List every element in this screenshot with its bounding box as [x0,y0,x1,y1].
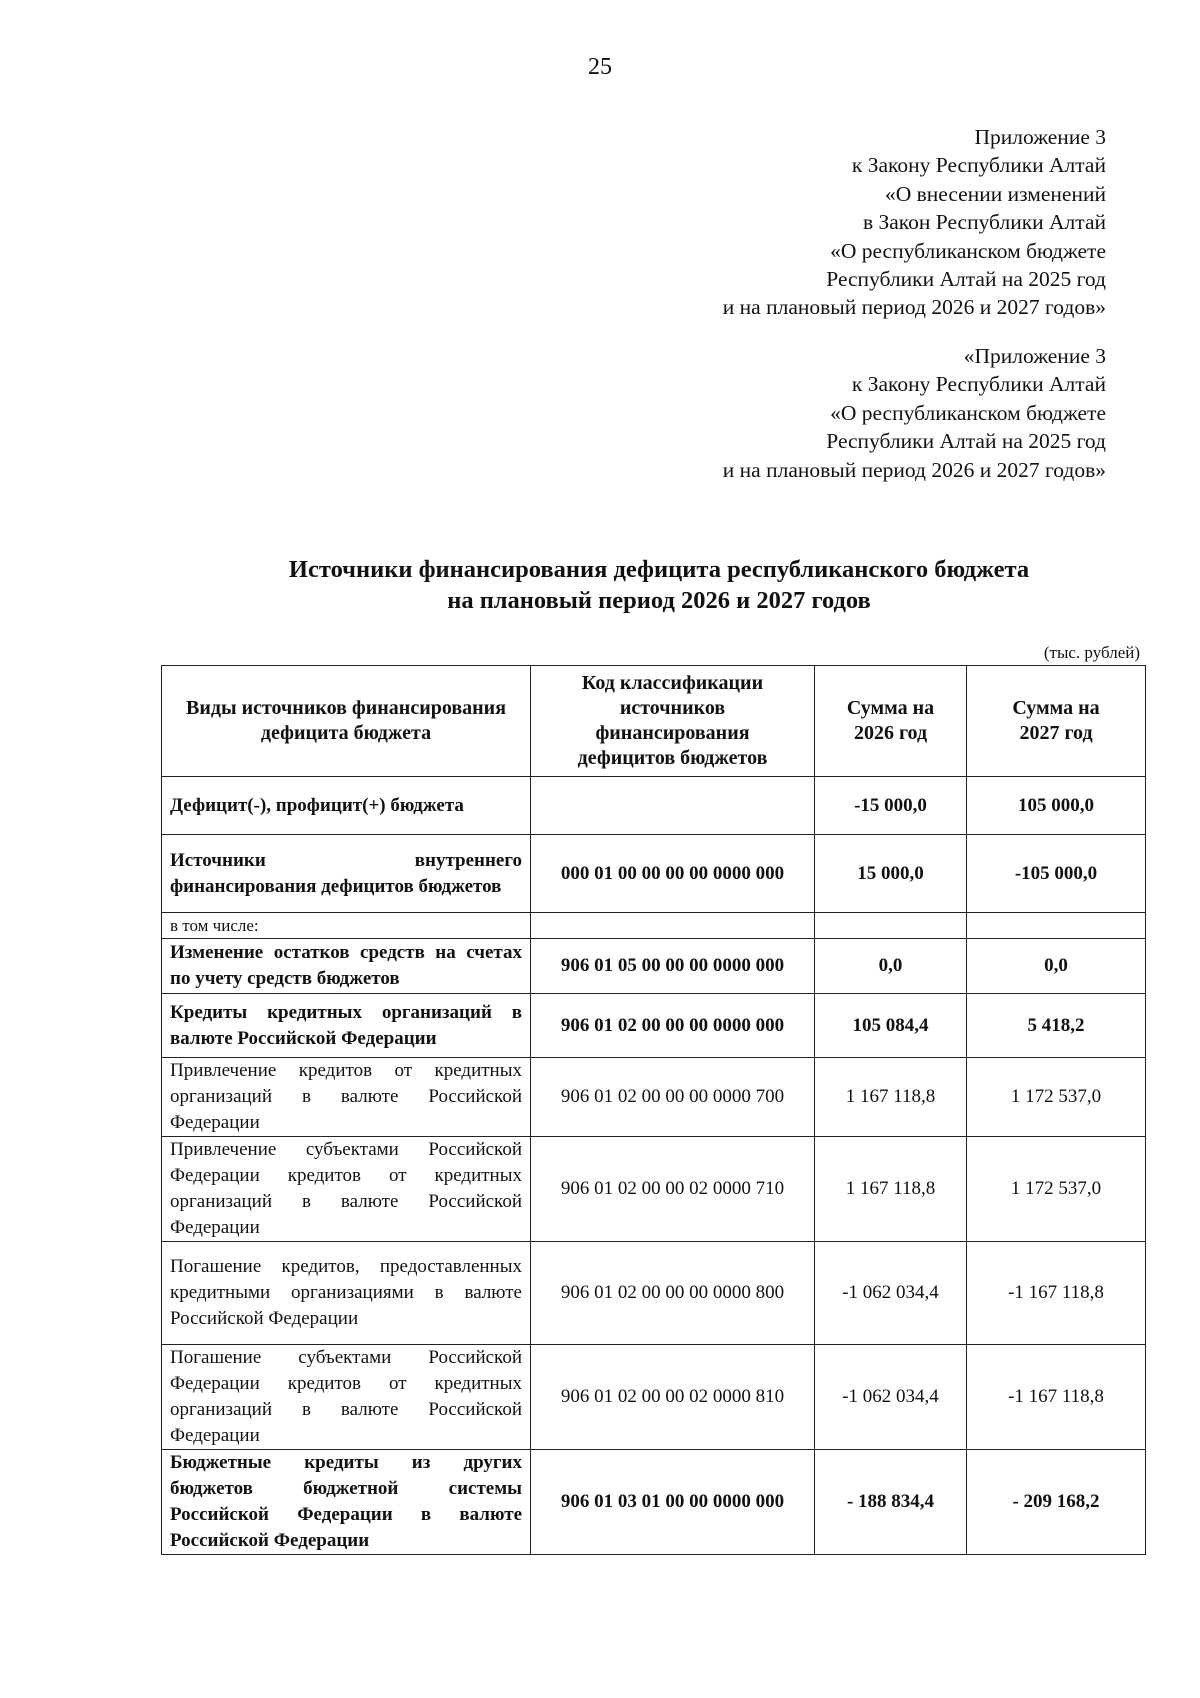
cell-classification-code: 906 01 02 00 00 02 0000 810 [531,1345,815,1450]
cell-source-name: Дефицит(-), профицит(+) бюджета [162,777,531,835]
appendix-line: «О внесении изменений [884,181,1106,206]
cell-sum-2026: 1 167 118,8 [815,1137,967,1242]
cell-sum-2026: 15 000,0 [815,835,967,913]
column-header-sum-2027: Сумма на 2027 год [967,666,1146,777]
table-row [162,913,1146,939]
cell-source-name: Привлечение субъектами Российской Федерации кредитов от кредитных организаций в валюте Российской Федерации [162,1137,531,1242]
cell-sum-2027: 1 172 537,0 [967,1137,1146,1242]
appendix-line: Республики Алтай на 2025 год [826,267,1106,292]
table-row [162,1450,1146,1555]
cell-classification-code: 906 01 02 00 00 00 0000 700 [531,1058,815,1137]
table-row [162,1345,1146,1450]
cell-sum-2026: -1 062 034,4 [815,1242,967,1345]
appendix-line: «О республиканском бюджете [830,238,1106,263]
cell-sum-2026: - 188 834,4 [815,1450,967,1555]
table-row [162,994,1146,1058]
column-header-sum-2026: Сумма на 2026 год [815,666,967,777]
table-row [162,835,1146,913]
cell-sum-2026: 1 167 118,8 [815,1058,967,1137]
cell-source-name: Кредиты кредитных организаций в валюте Российской Федерации [162,994,531,1058]
cell-sum-2027: - 209 168,2 [967,1450,1146,1555]
cell-source-name: Бюджетные кредиты из других бюджетов бюджетной системы Российской Федерации в валюте Российской Федерации [162,1450,531,1555]
column-header-classification-code: Код классификации источников финансирования дефицитов бюджетов [531,666,815,777]
table-row [162,1242,1146,1345]
original-appendix-header [723,342,1106,484]
cell-classification-code: 906 01 03 01 00 00 0000 000 [531,1450,815,1555]
cell-source-name: в том числе: [162,913,531,939]
cell-sum-2027: 105 000,0 [967,777,1146,835]
title-line: Источники финансирования дефицита республиканского бюджета [288,556,1030,583]
appendix-header [723,123,1106,322]
cell-sum-2027: 0,0 [967,939,1146,994]
deficit-sources-table [161,665,1146,1555]
document-title [0,554,1200,616]
cell-source-name: Погашение субъектами Российской Федерации кредитов от кредитных организаций в валюте Российской Федерации [162,1345,531,1450]
cell-sum-2026: -15 000,0 [815,777,967,835]
appendix-line: Приложение 3 [974,125,1106,149]
appendix-line: в Закон Республики Алтай [862,210,1106,235]
title-line: на плановый период 2026 и 2027 годов [447,587,871,614]
table-row [162,939,1146,994]
table-row [162,1137,1146,1242]
page-number: 25 [588,54,612,80]
cell-source-name: Погашение кредитов, предоставленных кредитными организациями в валюте Российской Федерации [162,1242,531,1345]
column-header-source-type: Виды источников финансирования дефицита бюджета [162,666,531,777]
cell-source-name: Источники внутреннего финансирования дефицитов бюджетов [162,835,531,913]
cell-sum-2027: -105 000,0 [967,835,1146,913]
appendix-line: и на плановый период 2026 и 2027 годов» [722,457,1106,482]
cell-classification-code [531,777,815,835]
appendix-line: Республики Алтай на 2025 год [826,429,1106,454]
cell-sum-2026: 105 084,4 [815,994,967,1058]
cell-sum-2027: 1 172 537,0 [967,1058,1146,1137]
appendix-line: и на плановый период 2026 и 2027 годов» [722,295,1106,320]
appendix-line: к Закону Республики Алтай [851,372,1106,397]
cell-classification-code: 000 01 00 00 00 00 0000 000 [531,835,815,913]
cell-classification-code: 906 01 02 00 00 00 0000 800 [531,1242,815,1345]
cell-sum-2027: 5 418,2 [967,994,1146,1058]
appendix-line: «О республиканском бюджете [830,400,1106,425]
table-row [162,777,1146,835]
table-body [162,777,1146,1555]
table-header-row [162,666,1146,777]
units-note: (тыс. рублей) [1043,643,1140,662]
table-row [162,1058,1146,1137]
cell-classification-code [531,913,815,939]
cell-sum-2026: -1 062 034,4 [815,1345,967,1450]
cell-source-name: Привлечение кредитов от кредитных организаций в валюте Российской Федерации [162,1058,531,1137]
cell-source-name: Изменение остатков средств на счетах по учету средств бюджетов [162,939,531,994]
cell-sum-2027 [967,913,1146,939]
appendix-line: к Закону Республики Алтай [851,153,1106,178]
cell-sum-2026: 0,0 [815,939,967,994]
cell-classification-code: 906 01 05 00 00 00 0000 000 [531,939,815,994]
cell-sum-2027: -1 167 118,8 [967,1242,1146,1345]
cell-classification-code: 906 01 02 00 00 00 0000 000 [531,994,815,1058]
cell-sum-2026 [815,913,967,939]
cell-sum-2027: -1 167 118,8 [967,1345,1146,1450]
cell-classification-code: 906 01 02 00 00 02 0000 710 [531,1137,815,1242]
appendix-line: «Приложение 3 [963,344,1106,368]
